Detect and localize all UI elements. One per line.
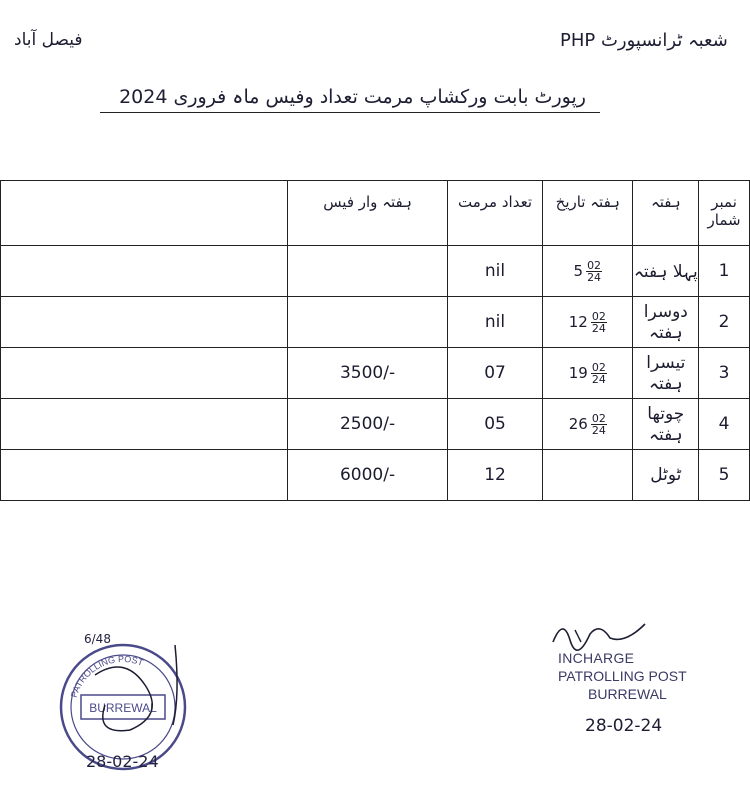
date-month: 02 (591, 411, 606, 425)
date-year: 24 (591, 372, 606, 386)
cell-repair-count: 12 (447, 450, 542, 501)
cell-week-date (543, 297, 633, 348)
cell-blank (1, 399, 288, 450)
report-title: رپورٹ بابت ورکشاپ مرمت تعداد وفیس ماہ فروری 2024 (119, 86, 586, 108)
table-row (1, 450, 750, 501)
stamp-date: 28-02-24 (86, 752, 159, 771)
signature-date: 28-02-24 (585, 716, 663, 736)
date-year: 24 (587, 270, 602, 284)
stamp-center: BURREWAL (89, 701, 157, 715)
header-week: ہفتہ (633, 181, 699, 246)
date-day: 12 (568, 313, 588, 331)
cell-blank (1, 297, 288, 348)
report-table (0, 180, 750, 501)
cell-week-date (543, 348, 633, 399)
date-year: 24 (591, 321, 606, 335)
signature-incharge: INCHARGE (558, 650, 635, 666)
table-row (1, 297, 750, 348)
date-day: 5 (573, 262, 584, 280)
date-month: 02 (591, 309, 606, 323)
cell-week: دوسرا ہفتہ (633, 297, 699, 348)
cell-repair-count: nil (447, 297, 542, 348)
cell-blank (1, 450, 288, 501)
table-row (1, 399, 750, 450)
signature-post: PATROLLING POST (558, 668, 687, 684)
header-serial: نمبر شمار (699, 181, 750, 246)
cell-weekly-fee: 6000/- (288, 450, 448, 501)
table-row (1, 348, 750, 399)
header-repair-count: تعداد مرمت (447, 181, 542, 246)
header-blank (1, 181, 288, 246)
cell-week: پہلا ہفتہ (633, 246, 699, 297)
cell-serial: 2 (699, 297, 750, 348)
cell-weekly-fee: 3500/- (288, 348, 448, 399)
table-header-row (1, 181, 750, 246)
header-week-date: ہفتہ تاریخ (543, 181, 633, 246)
cell-serial: 3 (699, 348, 750, 399)
cell-serial: 1 (699, 246, 750, 297)
date-month: 02 (591, 360, 606, 374)
table-row (1, 246, 750, 297)
cell-week: چوتھا ہفتہ (633, 399, 699, 450)
cell-repair-count: 07 (447, 348, 542, 399)
cell-repair-count: 05 (447, 399, 542, 450)
signature-scribble (545, 612, 655, 652)
title-underline (100, 112, 600, 113)
header-weekly-fee: ہفتہ وار فیس (288, 181, 448, 246)
cell-blank (1, 348, 288, 399)
cell-week-date (543, 450, 633, 501)
cell-serial: 4 (699, 399, 750, 450)
cell-repair-count: nil (447, 246, 542, 297)
date-year: 24 (591, 423, 606, 437)
header-left-text: فیصل آباد (14, 30, 83, 50)
cell-week: تیسرا ہفتہ (633, 348, 699, 399)
cell-week-date (543, 246, 633, 297)
header-right-text: PHP شعبہ ٹرانسپورٹ (560, 30, 728, 51)
cell-week: ٹوٹل (633, 450, 699, 501)
cell-weekly-fee (288, 246, 448, 297)
date-day: 19 (568, 364, 588, 382)
date-day: 26 (568, 415, 588, 433)
signature-place: BURREWAL (588, 686, 667, 702)
cell-weekly-fee: 2500/- (288, 399, 448, 450)
cell-serial: 5 (699, 450, 750, 501)
cell-blank (1, 246, 288, 297)
stamp-ring-text: PATROLLING POST (68, 653, 145, 699)
cell-week-date (543, 399, 633, 450)
stamp-ref: 6/48 (84, 632, 111, 646)
cell-weekly-fee (288, 297, 448, 348)
date-month: 02 (587, 258, 602, 272)
